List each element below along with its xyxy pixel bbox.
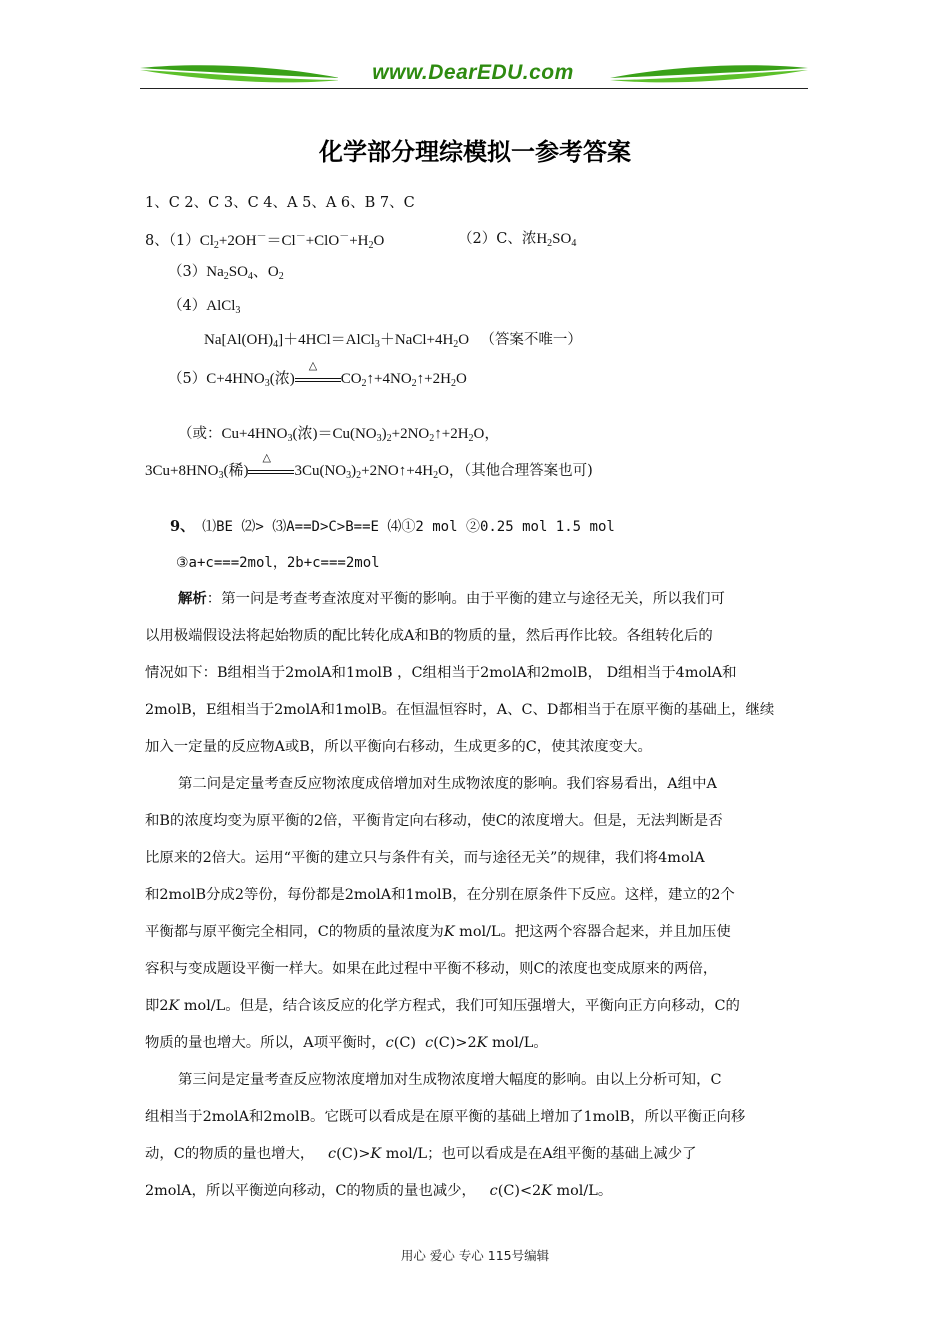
page-title: 化学部分理综模拟一参考答案 [319, 138, 631, 166]
variable-k: K [443, 924, 455, 940]
analysis-text: ：第一问是考查考查浓度对平衡的影响。由于平衡的建立与途径无关，所以我们可 [206, 591, 725, 607]
analysis-text: 2molA，所以平衡逆向移动，C的物质的量也减少， [145, 1183, 476, 1199]
variable-k: K [541, 1183, 552, 1199]
analysis-text: mol/L。 [491, 1035, 548, 1051]
variable-c: c [489, 1183, 498, 1199]
analysis-p1-l5: 加入一定量的反应物A或B，所以平衡向右移动，生成更多的C，使其浓度变大。 [145, 739, 652, 755]
analysis-text: mol/L。把这两个容器合起来，并且加压使 [459, 924, 731, 940]
q9-number: 9、 [170, 518, 195, 535]
q9-answers-2: ③a+c===2mol，2b+c===2mol [176, 555, 380, 571]
analysis-label: 解析 [178, 590, 207, 607]
analysis-p3-l4 [145, 1179, 810, 1200]
heat-condition-arrow: △ [295, 373, 341, 387]
analysis-p2-l5 [145, 920, 810, 941]
q8-alt-suffix: （其他合理答案也可) [463, 463, 593, 479]
q9-line-1 [170, 515, 615, 536]
analysis-p1-l3: 情况如下：B组相当于2molA和1molB ，C组相当于2molA和2molB， D组相当于4molA和 [145, 665, 737, 681]
analysis-p1-l1 [178, 587, 843, 608]
q8-part4: （4）AlCl$_3$ [168, 298, 241, 316]
analysis-text: 物质的量也增大。所以，A项平衡时， [145, 1035, 386, 1051]
q8-part4-label: （4） [168, 298, 207, 314]
analysis-p2-l3: 比原来的2倍大。运用“平衡的建立只与条件有关，而与途径无关”的规律，我们将4molA [145, 850, 705, 866]
analysis-p1-l2: 以用极端假设法将起始物质的配比转化成A和B的物质的量，然后再作比较。各组转化后的 [145, 628, 713, 644]
analysis-text: mol/L；也可以看成是在A组平衡的基础上减少了 [385, 1146, 697, 1162]
analysis-p1-l4: 2molB，E组相当于2molA和1molB。在恒温恒容时，A、C、D都相当于在原平衡的基础上，继续 [145, 702, 775, 718]
analysis-p3-l1: 第三问是定量考查反应物浓度增加对生成物浓度增大幅度的影响。由以上分析可知，C [178, 1072, 722, 1088]
analysis-text: (C)>2 [433, 1035, 477, 1051]
page-footer: 用心 爱心 专心 115号编辑 [400, 1248, 550, 1263]
site-logo: www.DearEDU.com [338, 61, 608, 85]
q8-part5-label: （5） [168, 371, 207, 387]
q8-alt-line-2: $3Cu+8HNO_3$(稀) △ $3Cu(NO_3)_2+2NO↑+4H_2O$，（其他合理答案也可) [145, 451, 593, 481]
analysis-p3-l2: 组相当于2molA和2molB。它既可以看成是在原平衡的基础上增加了1molB，所以平衡正向移 [145, 1109, 746, 1125]
q8-alt-prefix: （或： [178, 426, 222, 442]
q8-part3: $(3)Na_2SO_4$、$O_2$ [168, 264, 284, 282]
q8-part4-note: （答案不唯一） [480, 332, 582, 348]
q8-line-1: 8、$(1)Cl_2+2OH^-=Cl^-+ClO^-+H_2O$ [145, 231, 385, 251]
q9-answers: ⑴BE ⑵> ⑶A==D>C>B==E ⑷①2 mol ②0.25 mol 1.5 mol [202, 519, 615, 535]
analysis-p3-l3 [145, 1142, 810, 1163]
q9-line-2 [176, 552, 380, 572]
analysis-text: 动，C的物质的量也增大， [145, 1146, 315, 1162]
analysis-p2-l1: 第二问是定量考查反应物浓度成倍增加对生成物浓度的影响。我们容易看出，A组中A [178, 776, 717, 792]
analysis-p2-l7 [145, 994, 810, 1015]
variable-k: K [168, 998, 180, 1014]
analysis-text: 即2 [145, 998, 169, 1014]
analysis-p2-l6: 容积与变成题设平衡一样大。如果在此过程中平衡不移动，则C的浓度也变成原来的两倍， [145, 961, 718, 977]
heat-condition-arrow: △ [248, 465, 294, 479]
analysis-text: (C)> [336, 1146, 371, 1162]
variable-c: c [328, 1146, 337, 1162]
analysis-p2-l2: 和B的浓度均变为原平衡的2倍，平衡肯定向右移动，使C的浓度增大。但是，无法判断是否 [145, 813, 723, 829]
header-rule [140, 88, 808, 89]
q8-alt-line-1: （或：$Cu+4HNO_3$(浓)$=Cu(NO_3)_2+2NO_2↑+2H_2O$， [178, 426, 500, 444]
analysis-text: (C) [393, 1035, 416, 1051]
analysis-p2-l4: 和2molB分成2等份，每份都是2molA和1molB，在分别在原条件下反应。这样，建立的2个 [145, 887, 735, 903]
analysis-p2-l8 [145, 1031, 810, 1052]
variable-k: K [476, 1035, 488, 1051]
analysis-text: (C)<2 [497, 1183, 542, 1199]
q8-part3-label: （3） [168, 264, 207, 280]
analysis-text: mol/L。但是，结合该反应的化学方程式，我们可知压强增大，平衡向正方向移动，C的 [183, 998, 740, 1014]
q8-part5: $(5)C+4HNO_3$(浓) △ $CO_2↑+4NO_2↑+2H_2O$ [168, 359, 467, 389]
mc-answers [145, 191, 415, 212]
q8-part1-label: （1） [168, 233, 200, 249]
q8-part4-equation: $Na[Al(OH)_4]+4HCl=AlCl_3+NaCl+4H_2O$ （答案不唯一） [204, 332, 582, 350]
variable-c: c [425, 1035, 434, 1051]
analysis-text: 平衡都与原平衡完全相同，C的物质的量浓度为 [145, 924, 444, 940]
q8-part2-text: （2）C、浓 [458, 231, 537, 247]
variable-c: c [385, 1035, 394, 1051]
mc-answers-text: 1、C 2、C 3、C 4、A 5、A 6、B 7、C [145, 195, 415, 211]
q8-part2: （2）C、浓$H_2SO_4$ [458, 231, 577, 249]
q8-number: 8、 [145, 233, 169, 249]
analysis-text: mol/L。 [556, 1183, 613, 1199]
variable-k: K [370, 1146, 382, 1162]
